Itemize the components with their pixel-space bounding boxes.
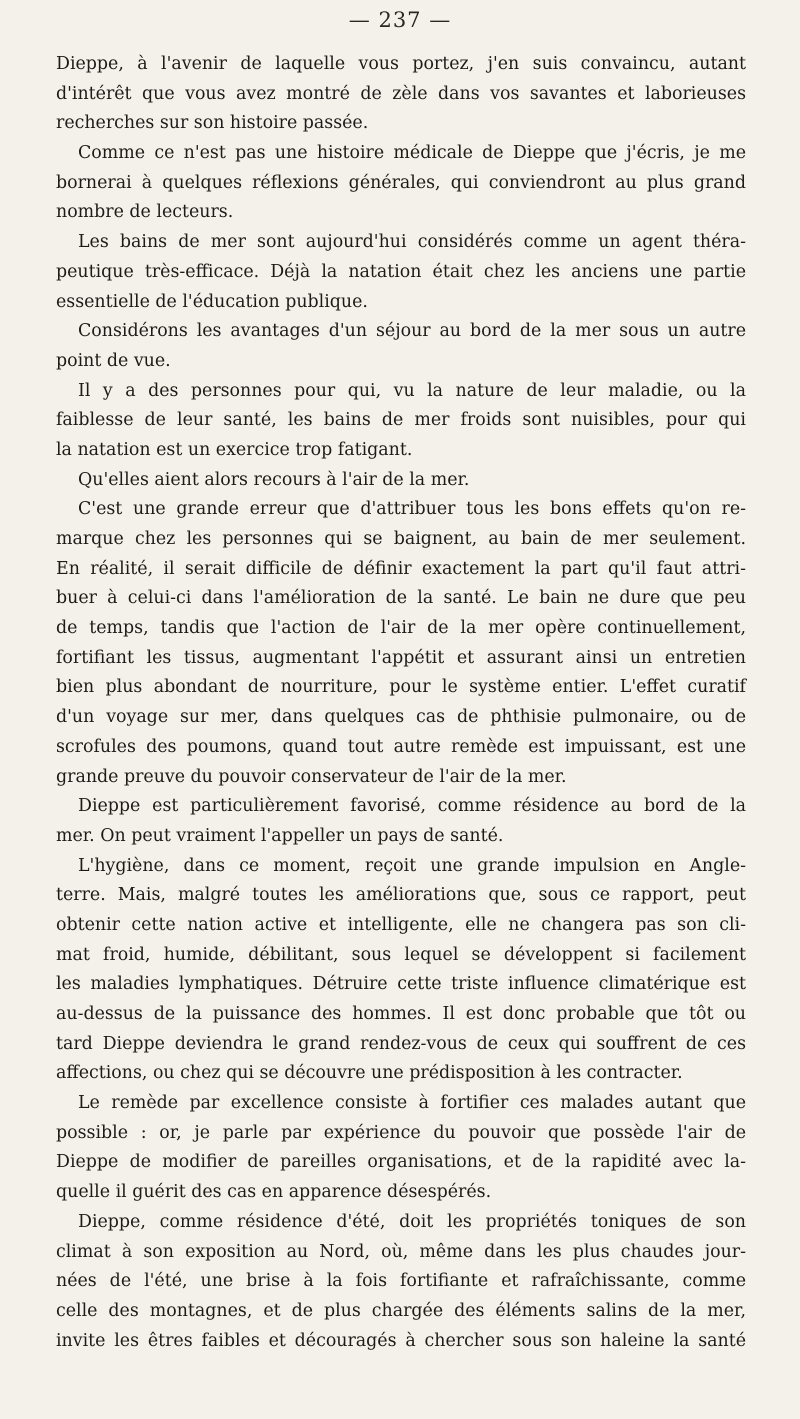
text-line: Considérons les avantages d'un séjour au bord de la mer sous un autre: [78, 321, 746, 342]
text-line: Il y a des personnes pour qui, vu la nature de leur maladie, ou la: [78, 380, 746, 401]
text-line: En réalité, il serait difficile de définir exactement la part qu'il faut attri-: [56, 558, 746, 579]
text-line: mer. On peut vraiment l'appeller un pays de santé.: [56, 825, 504, 846]
text-line: marque chez les personnes qui se baignent, au bain de mer seulement.: [56, 529, 746, 549]
text-line: quelle il guérit des cas en apparence désespérés.: [56, 1182, 492, 1203]
text-line: nées de l'été, une brise à la fois fortifiante et rafraîchissante, comme: [56, 1271, 746, 1292]
text-line: C'est une grande erreur que d'attribuer tous les bons effets qu'on re-: [78, 499, 746, 520]
text-line: au-dessus de la puissance des hommes. Il est donc probable que tôt ou: [56, 1004, 746, 1024]
text-line: tard Dieppe deviendra le grand rendez-vous de ceux qui souffrent de ces: [56, 1033, 746, 1054]
text-line: Dieppe, comme résidence d'été, doit les propriétés toniques de son: [78, 1211, 746, 1232]
text-line: Dieppe, à l'avenir de laquelle vous portez, j'en suis convaincu, autant: [56, 54, 746, 74]
text-line: affections, ou chez qui se découvre une prédisposition à les contracter.: [56, 1063, 683, 1084]
text-line: grande preuve du pouvoir conservateur de l'air de la mer.: [56, 766, 567, 787]
text-line: les maladies lymphatiques. Détruire cette triste influence climatérique est: [56, 974, 746, 995]
text-line: L'hygiène, dans ce moment, reçoit une grande impulsion en Angle-: [78, 855, 746, 876]
text-line: Dieppe de modifier de pareilles organisations, et de la rapidité avec la-: [56, 1152, 746, 1173]
text-line: mat froid, humide, débilitant, sous lequel se développent si facilement: [56, 944, 746, 965]
text-line: Dieppe est particulièrement favorisé, comme résidence au bord de la: [78, 796, 746, 817]
text-line: bornerai à quelques réflexions générales, qui conviendront au plus grand: [56, 172, 746, 193]
text-line: peutique très-efficace. Déjà la natation était chez les anciens une partie: [56, 261, 746, 282]
text-line: scrofules des poumons, quand tout autre remède est impuissant, est une: [56, 736, 746, 757]
text-line: Comme ce n'est pas une histoire médicale de Dieppe que j'écris, je me: [78, 143, 746, 164]
page-number: — 237 —: [348, 8, 452, 32]
text-line: Le remède par excellence consiste à fortifier ces malades autant que: [78, 1093, 746, 1114]
text-line: celle des montagnes, et de plus chargée des éléments salins de la mer,: [56, 1300, 746, 1321]
text-line: invite les êtres faibles et découragés à chercher sous son haleine la santé: [56, 1330, 746, 1351]
text-line: d'intérêt que vous avez montré de zèle dans vos savantes et laborieuses: [56, 83, 746, 104]
text-line: point de vue.: [56, 350, 171, 371]
text-line: fortifiant les tissus, augmentant l'appétit et assurant ainsi un entretien: [56, 647, 746, 668]
text-line: de temps, tandis que l'action de l'air de la mer opère continuellement,: [56, 618, 746, 639]
text-line: Qu'elles aient alors recours à l'air de la mer.: [78, 469, 470, 490]
text-line: climat à son exposition au Nord, où, même dans les plus chaudes jour-: [56, 1241, 746, 1262]
body-text: [56, 50, 746, 1356]
text-line: la natation est un exercice trop fatigant.: [56, 439, 413, 460]
text-line: bien plus abondant de nourriture, pour le système entier. L'effet curatif: [56, 677, 746, 698]
text-line: nombre de lecteurs.: [56, 202, 234, 223]
text-line: faiblesse de leur santé, les bains de mer froids sont nuisibles, pour qui: [56, 410, 746, 431]
text-line: buer à celui-ci dans l'amélioration de la santé. Le bain ne dure que peu: [56, 588, 746, 609]
text-line: obtenir cette nation active et intelligente, elle ne changera pas son cli-: [56, 914, 746, 935]
text-line: d'un voyage sur mer, dans quelques cas de phthisie pulmonaire, ou de: [56, 707, 746, 728]
text-line: Les bains de mer sont aujourd'hui considérés comme un agent théra-: [78, 232, 746, 253]
text-line: recherches sur son histoire passée.: [56, 113, 369, 134]
text-line: terre. Mais, malgré toutes les améliorations que, sous ce rapport, peut: [56, 885, 746, 906]
text-line: possible : or, je parle par expérience du pouvoir que possède l'air de: [56, 1122, 746, 1143]
text-line: essentielle de l'éducation publique.: [56, 291, 368, 312]
